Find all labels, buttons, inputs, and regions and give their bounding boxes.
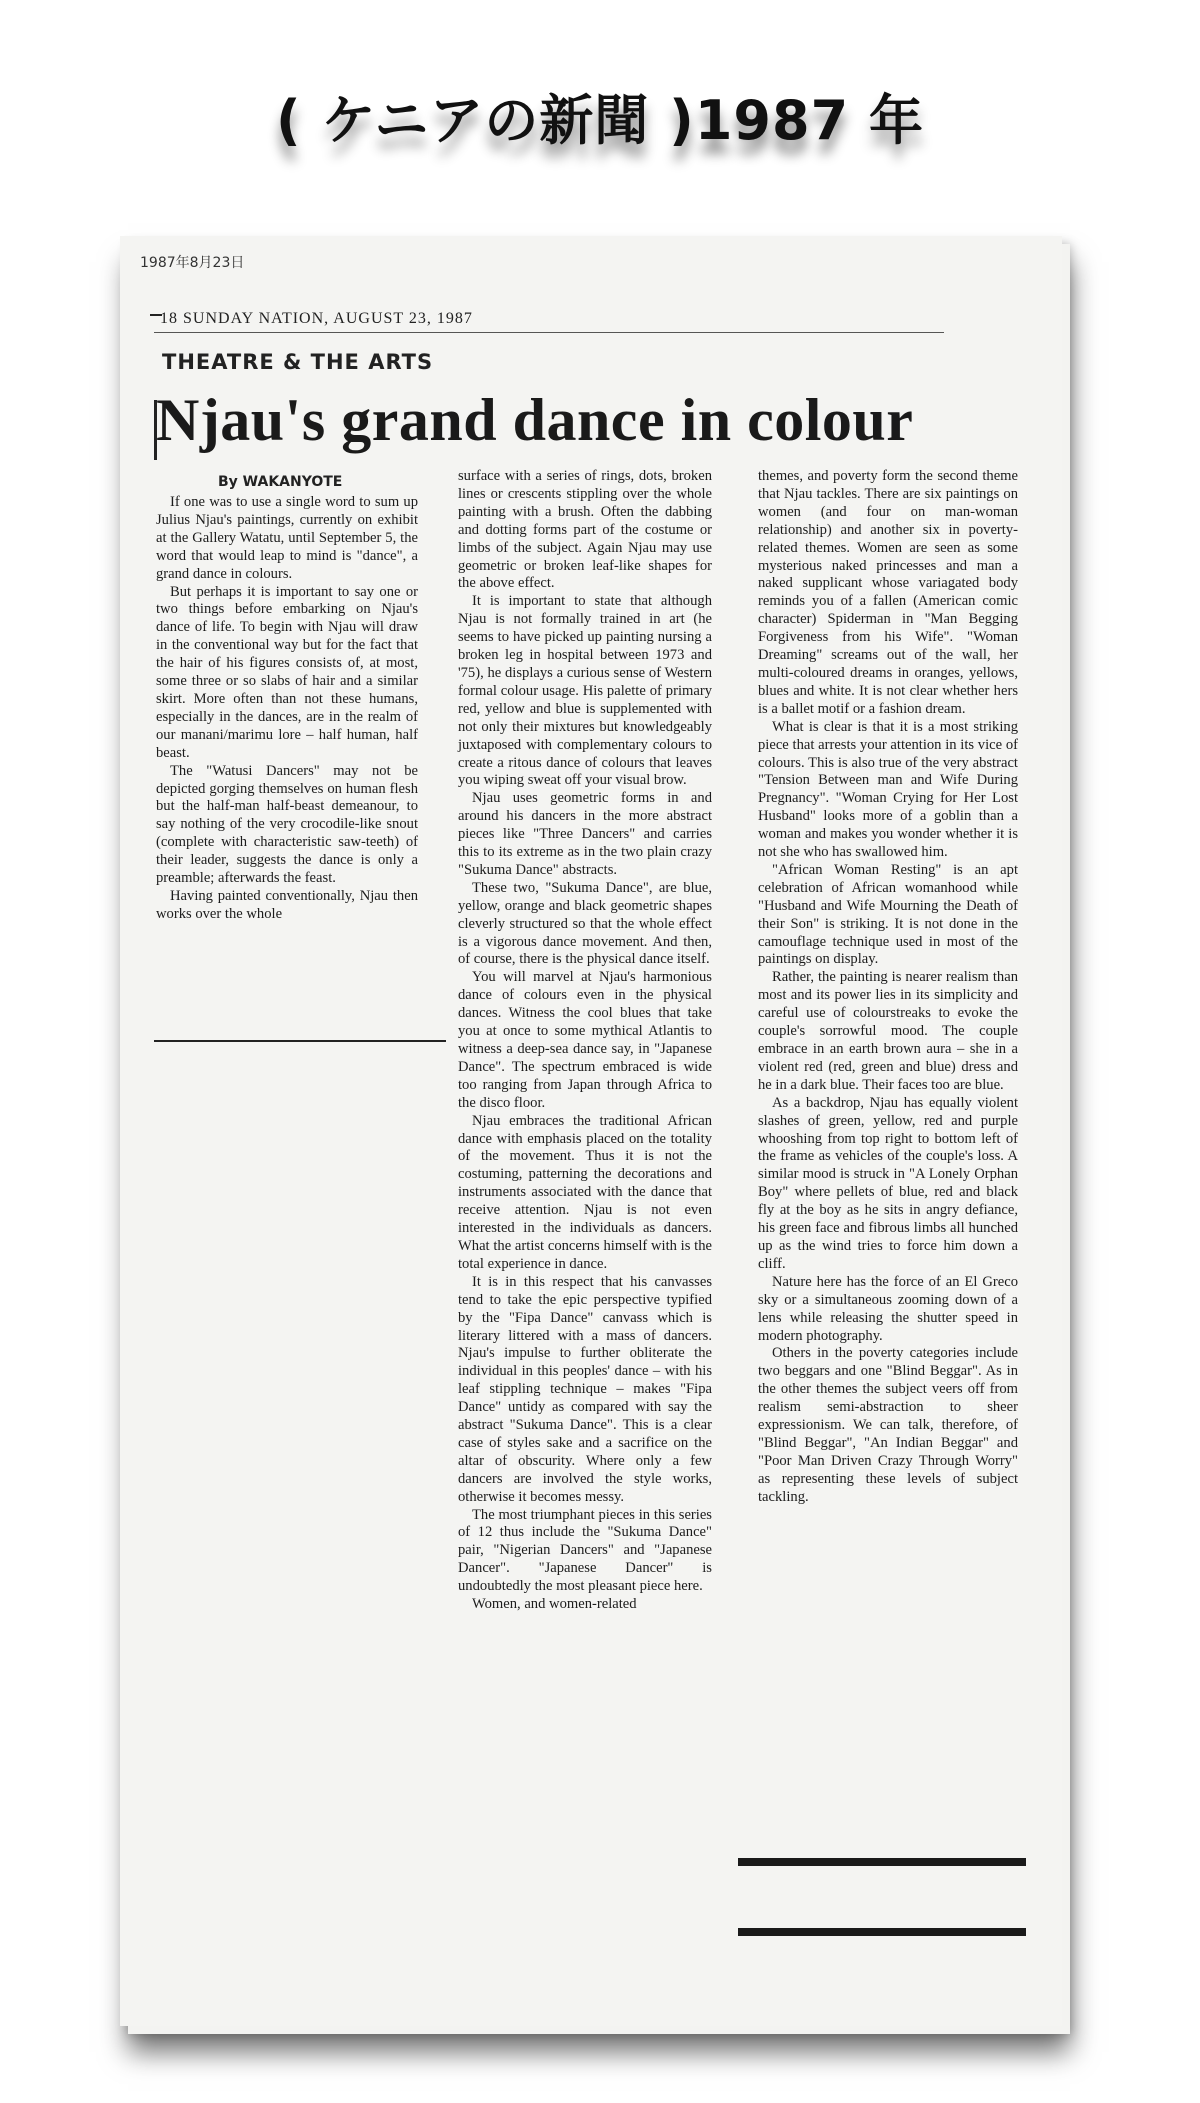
- paragraph: Njau embraces the traditional African dance with emphasis placed on the totality of the movement. Thus it is not the costuming, patterning the decorations and instruments associated with the dance that receive attention. Njau is not even interested in the individuals as dancers. What the artist concerns himself with is the total experience in dance.: [458, 1112, 712, 1272]
- end-rule-bar: [738, 1928, 1026, 1936]
- paragraph: It is important to state that although Njau is not formally trained in art (he seems to have picked up painting nursing a broken leg in hospital between 1973 and '75), he displays a curious sense of Western formal colour usage. His palette of primary red, yellow and blue is supplemented with not only their mixtures but knowledgeably juxtaposed with complementary colours to create a ritous dance of colours that leaves you wiping sweat off your visual brow.: [458, 593, 712, 789]
- paragraph: Others in the poverty categories include two beggars and one "Blind Beggar". As in the other themes the subject veers off from realism semi-abstraction to sheer expressionism. We can talk, therefore, of "Blind Beggar", "An Indian Beggar" and "Poor Man Driven Crazy Through Worry" as representing these levels of subject tackling.: [758, 1345, 1018, 1505]
- article-column-2: [458, 468, 712, 1614]
- paragraph: Women, and women-related: [472, 1596, 637, 1613]
- paragraph: It is in this respect that his canvasses tend to take the epic perspective typified by the "Fipa Dance" canvass which is literary littered with a mass of dancers. Njau's impulse to further obliterate the individual in this peoples' dance – with his leaf stippling technique – makes "Fipa Dance" untidy as compared with say the abstract "Sukuma Dance". This is a clear case of styles sake and a sacrifice on the altar of obscurity. Where only a few dancers are involved the style works, otherwise it becomes messy.: [458, 1273, 712, 1505]
- article-headline: Njau's grand dance in colour: [156, 387, 914, 453]
- folio-line: 18 SUNDAY NATION, AUGUST 23, 1987: [160, 310, 473, 327]
- paragraph: The most triumphant pieces in this series of 12 thus include the "Sukuma Dance" pair, "Nigerian Dancers" and "Japanese Dancer". "Japanese Dancer" is undoubtedly the most pleasant piece here.: [458, 1506, 712, 1595]
- section-heading: THEATRE & THE ARTS: [162, 350, 434, 374]
- paragraph: surface with a series of rings, dots, broken lines or crescents stippling over the whole painting with a brush. Often the dabbing and dotting forms part of the costume or limbs of the subject. Again Njau may use geometric or broken leaf-like shapes for the above effect.: [458, 468, 712, 592]
- paragraph: These two, "Sukuma Dance", are blue, yellow, orange and black geometric shapes cleverly structured so that the whole effect is a vigorous dance movement. And then, of course, there is the physical dance itself.: [458, 879, 712, 968]
- paragraph: "African Woman Resting" is an apt celebration of African womanhood while "Husband and Wife Mourning the Death of their Son" is striking. It is not done in the camouflage technique used in most of the paintings on display.: [758, 861, 1018, 968]
- folio-rule: [154, 332, 944, 333]
- paragraph: themes, and poverty form the second theme that Njau tackles. There are six paintings on women (and four on man-woman relationship) and another six in poverty-related themes. Women are seen as some mysterious naked princesses and man a naked supplicant whose variagated body reminds you of a fallen (American comic character) Spiderman in "Man Begging Forgiveness from his Wife". "Woman Dreaming" screams out of the wall, her multi-coloured dreams in oranges, yellows, blues and white. It is not clear whether hers is a ballet motif or a fashion dream.: [758, 468, 1018, 717]
- column-end-rule: [154, 1040, 446, 1042]
- article-column-3: [758, 468, 1018, 1507]
- paragraph: If one was to use a single word to sum up Julius Njau's paintings, currently on exhibit at the Gallery Watatu, until September 5, the word that would leap to mind is "dance", a grand dance in colours.: [156, 494, 418, 582]
- end-rule-bar: [738, 1858, 1026, 1866]
- newspaper-clipping: [120, 236, 1062, 2026]
- paragraph: You will marvel at Njau's harmonious dance of colours even in the physical dances. Witness the cool blues that take you at once to some mythical Atlantis to witness a deep-sea dance say, in "Japanese Dance". The spectrum embraced is wide too ranging from Japan through Africa to the disco floor.: [458, 969, 712, 1111]
- paragraph: As a backdrop, Njau has equally violent slashes of green, yellow, red and purple whooshing from top right to bottom left of the frame as vehicles of the couple's loss. A similar mood is struck in "A Lonely Orphan Boy" where pellets of blue, red and black fly at the boy as he sits in angry defiance, his green face and fibrous limbs all hunched up as the wind tries to force him down a cliff.: [758, 1094, 1018, 1272]
- paragraph: Rather, the painting is nearer realism than most and its power lies in its simplicity and careful use of colourstreaks to evoke the couple's sorrowful mood. The couple embrace in an earth brown aura – she in a violent red (red, green and blue) dress and he in a dark blue. Their faces too are blue.: [758, 969, 1018, 1093]
- article-column-1: [156, 494, 418, 924]
- clipping-date-label: 1987年8月23日: [140, 255, 245, 271]
- paragraph: Having painted conventionally, Njau then works over the whole: [156, 887, 418, 922]
- paragraph: What is clear is that it is a most striking piece that arrests your attention in its vice of colours. This is also true of the very abstract "Tension Between man and Wife During Pregnancy". "Woman Crying for Her Lost Husband" looks more of a goblin than a woman and makes you wonder whether it is not she who has swallowed him.: [758, 718, 1018, 861]
- paragraph: The "Watusi Dancers" may not be depicted gorging themselves on human flesh but the half-man half-beast demeanour, to say nothing of the very crocodile-like snout (complete with characteristic saw-teeth) of their leader, suggests the dance is only a preamble; afterwards the feast.: [156, 762, 418, 887]
- page-title: ( ケニアの新聞 )1987 年: [276, 89, 924, 152]
- paragraph: Njau uses geometric forms in and around his dancers in the more abstract pieces like "Three Dancers" and carries this to its extreme as in the two plain crazy "Sukuma Dance" abstracts.: [458, 790, 712, 878]
- paragraph: But perhaps it is important to say one or two things before embarking on Njau's dance of life. To begin with Njau will draw in the conventional way but for the fact that the hair of his figures consists of, at most, some three or so slabs of hair and a similar skirt. More often than not these humans, especially in the dances, are in the realm of our manani/marimu lore – half human, half beast.: [156, 583, 418, 761]
- paragraph: Nature here has the force of an El Greco sky or a simultaneous zooming down of a lens while releasing the shutter speed in modern photography.: [758, 1273, 1018, 1344]
- article-byline: By WAKANYOTE: [218, 474, 343, 490]
